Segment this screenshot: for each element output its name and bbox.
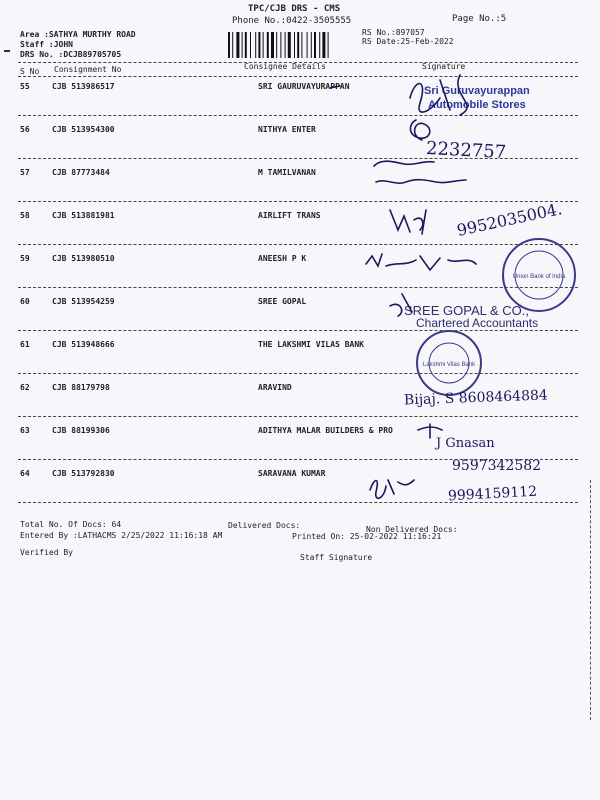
signature-59 xyxy=(366,254,476,270)
row-sno: 59 xyxy=(20,254,30,263)
row-consignee: SRI GAURUVAYURAPPAN xyxy=(258,82,350,91)
lvb-seal-text: Lakshmi Vilas Bank xyxy=(422,362,476,368)
staff-label: Staff :JOHN xyxy=(20,40,73,49)
gopal-stamp-line2: Chartered Accountants xyxy=(416,316,539,330)
row-consignment-no: CJB 513792830 xyxy=(52,469,115,478)
row-sno: 61 xyxy=(20,340,30,349)
rs-date: RS Date:25-Feb-2022 xyxy=(362,37,454,46)
row-consignment-no: CJB 513954259 xyxy=(52,297,115,306)
col-header-consignment: Consignment No xyxy=(54,65,122,74)
row-consignee: ANEESH P K xyxy=(258,254,307,263)
store-stamp-line2: Automobile Stores xyxy=(428,99,526,111)
area-label: Area :SATHYA MURTHY ROAD xyxy=(20,30,136,39)
phone-number: Phone No.:0422-3505555 xyxy=(232,16,352,26)
rs-number: RS No.:897057 xyxy=(362,28,425,37)
union-bank-seal-text: Union Bank of India xyxy=(512,274,566,280)
row-consignee: THE LAKSHMI VILAS BANK xyxy=(258,340,364,349)
document-title: TPC/CJB DRS - CMS xyxy=(248,4,341,14)
col-header-consignee: Consignee Details xyxy=(244,62,326,71)
row-consignment-no: CJB 513986517 xyxy=(52,82,115,91)
row-consignee: NITHYA ENTER xyxy=(258,125,316,134)
barcode-image xyxy=(228,32,352,58)
row-sno: 58 xyxy=(20,211,30,220)
row-consignment-no: CJB 513881981 xyxy=(52,211,115,220)
handwritten-58: 9952035004. xyxy=(455,199,564,240)
signature-60 xyxy=(390,294,412,316)
row-consignee: SARAVANA KUMAR xyxy=(258,469,326,478)
page-number: Page No.:5 xyxy=(452,14,507,24)
signature-55 xyxy=(410,75,467,115)
row-sno: 55 xyxy=(20,82,30,91)
printed-on: Printed On: 25-02-2022 11:16:21 xyxy=(292,532,442,541)
signature-56 xyxy=(410,120,429,140)
row-consignment-no: CJB 513954300 xyxy=(52,125,115,134)
row-consignee: M TAMILVANAN xyxy=(258,168,316,177)
row-sno: 56 xyxy=(20,125,30,134)
handwritten-56: 2232757 xyxy=(425,137,507,164)
store-stamp-line1: Sri Guruvayurappan xyxy=(424,85,530,97)
row-sno: 60 xyxy=(20,297,30,306)
row-consignee: ARAVIND xyxy=(258,383,292,392)
handwritten-64: 9994159112 xyxy=(447,483,538,505)
total-docs: Total No. Of Docs: 64 xyxy=(20,520,122,529)
row-consignment-no: CJB 88179798 xyxy=(52,383,110,392)
row-consignee: ADITHYA MALAR BUILDERS & PRO xyxy=(258,426,393,435)
handwritten-62: Bijaj. S 8608464884 xyxy=(403,387,549,409)
signature-58 xyxy=(390,210,426,234)
signature-63 xyxy=(418,424,442,438)
entered-by: Entered By :LATHACMS 2/25/2022 11:16:18 AM xyxy=(20,531,223,540)
col-header-signature: Signature xyxy=(422,62,466,71)
row-consignee: AIRLIFT TRANS xyxy=(258,211,321,220)
gopal-stamp-line1: SREE GOPAL & CO., xyxy=(404,303,529,318)
verified-by: Verified By xyxy=(20,548,73,557)
row-consignment-no: CJB 88199306 xyxy=(52,426,110,435)
edge-mark xyxy=(590,480,592,720)
row-sno: 57 xyxy=(20,168,30,177)
handwritten-63-name: J Gnasan xyxy=(436,436,495,451)
staff-signature: Staff Signature xyxy=(300,553,373,562)
signature-57 xyxy=(374,161,466,183)
signature-scribbles xyxy=(330,70,580,510)
row-sno: 62 xyxy=(20,383,30,392)
delivered-docs: Delivered Docs: xyxy=(228,521,301,530)
row-sno: 63 xyxy=(20,426,30,435)
punch-mark xyxy=(4,50,10,52)
handwritten-63-num: 9597342582 xyxy=(452,458,542,474)
row-consignment-no: CJB 87773484 xyxy=(52,168,110,177)
col-header-sno: S No xyxy=(20,67,40,76)
row-consignment-no: CJB 513948666 xyxy=(52,340,115,349)
row-sno: 64 xyxy=(20,469,30,478)
row-consignee: SREE GOPAL xyxy=(258,297,307,306)
non-delivered-docs: Non Delivered Docs: xyxy=(366,525,458,534)
drs-number: DRS No. :DCJB89705705 xyxy=(20,50,122,59)
row-consignment-no: CJB 513980510 xyxy=(52,254,115,263)
signature-64 xyxy=(370,480,414,498)
